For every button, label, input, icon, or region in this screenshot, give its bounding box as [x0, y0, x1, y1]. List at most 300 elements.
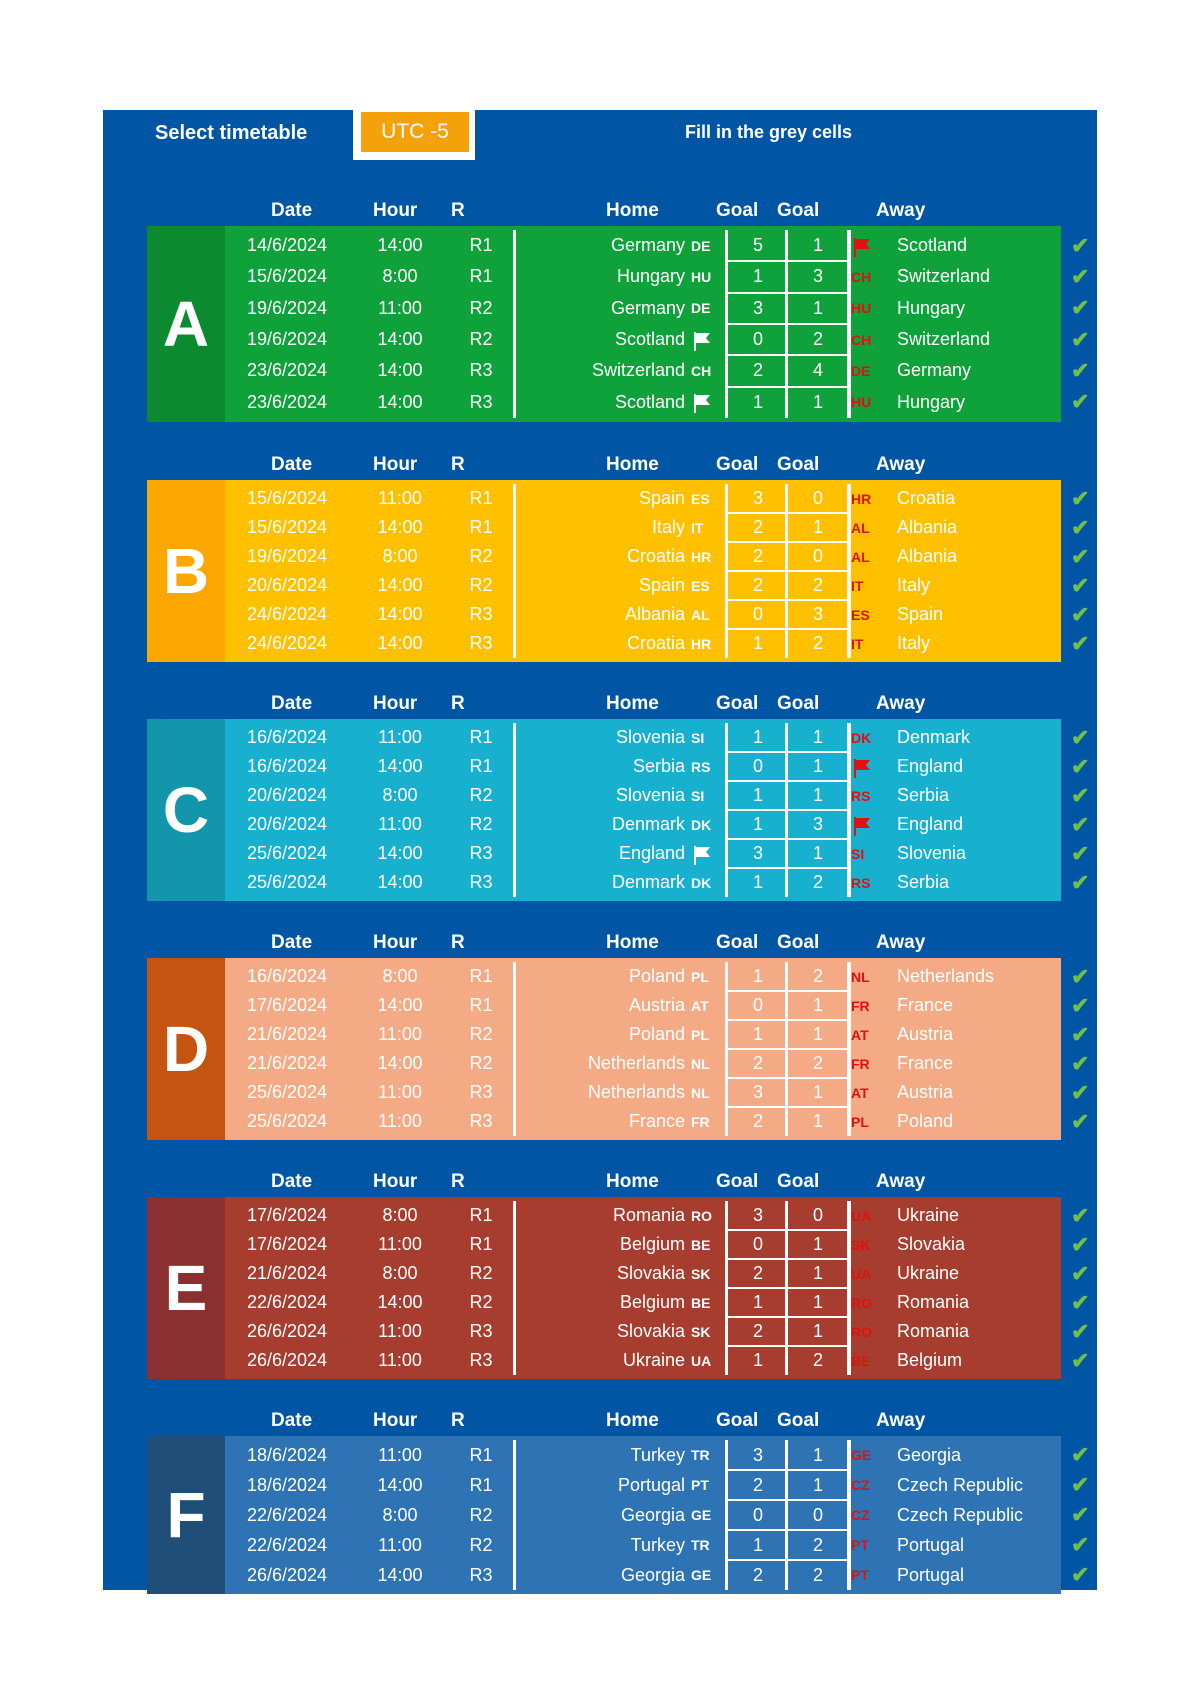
away-team: Germany	[897, 360, 972, 381]
home-team-code: HR	[691, 548, 712, 565]
col-header-date: Date	[271, 454, 313, 475]
home-team-code: UA	[691, 1352, 712, 1369]
away-goals-cell[interactable]: 1	[812, 1111, 823, 1131]
away-goals-cell[interactable]: 1	[812, 1082, 823, 1102]
away-team: Romania	[897, 1321, 970, 1341]
col-header-round: R	[451, 1171, 465, 1192]
col-header-home: Home	[606, 693, 659, 714]
match-hour: 14:00	[377, 1564, 423, 1585]
match-date: 16/6/2024	[246, 727, 328, 747]
match-date: 26/6/2024	[246, 1564, 328, 1585]
match-round: R2	[469, 1292, 493, 1312]
away-team: Portugal	[897, 1564, 965, 1585]
home-team: Georgia	[620, 1504, 685, 1525]
away-goals-cell[interactable]: 1	[812, 785, 823, 805]
away-goals-cell[interactable]: 1	[812, 1444, 823, 1465]
away-team-code: IT	[851, 577, 864, 594]
away-team: Albania	[897, 546, 958, 566]
match-round: R1	[469, 995, 493, 1015]
home-team-code: HR	[691, 635, 712, 652]
match-row	[225, 1259, 1061, 1288]
home-team: Turkey	[630, 1444, 685, 1465]
match-hour: 11:00	[378, 1234, 422, 1254]
check-icon: ✔	[1071, 1472, 1090, 1497]
away-team: Scotland	[897, 235, 968, 256]
away-team-code: RS	[851, 787, 871, 804]
home-goals-cell[interactable]: 0	[752, 756, 763, 776]
col-header-away: Away	[876, 200, 926, 221]
home-team: Spain	[638, 488, 685, 508]
away-team: Portugal	[897, 1534, 965, 1555]
match-row	[225, 542, 1061, 571]
match-hour: 11:00	[378, 1082, 422, 1102]
col-header-goal-home: Goal	[716, 454, 759, 475]
home-goals-cell[interactable]: 2	[752, 1564, 763, 1585]
check-icon: ✔	[1071, 963, 1090, 989]
match-row	[225, 810, 1061, 839]
away-goals-cell[interactable]: 0	[812, 1205, 823, 1225]
col-header-goal-away: Goal	[777, 693, 820, 714]
away-team-code: AL	[851, 519, 870, 536]
check-icon: ✔	[1071, 601, 1090, 627]
match-round: R1	[469, 266, 493, 287]
away-goals-cell[interactable]: 1	[812, 1292, 823, 1312]
home-team-code: SI	[691, 729, 705, 746]
away-goals-cell[interactable]: 1	[812, 1321, 823, 1341]
match-round: R2	[469, 575, 493, 595]
match-row	[225, 387, 1061, 418]
check-icon: ✔	[1071, 1202, 1090, 1228]
match-hour: 14:00	[377, 575, 423, 595]
away-team: Spain	[897, 604, 944, 624]
match-round: R3	[469, 1111, 493, 1131]
match-row	[225, 484, 1061, 513]
match-row	[225, 1201, 1061, 1230]
group-letter: F	[147, 1436, 225, 1594]
home-team-code: TR	[691, 1537, 710, 1553]
match-round: R3	[469, 604, 493, 624]
home-goals-cell[interactable]: 2	[752, 575, 763, 595]
away-goals-cell[interactable]: 0	[812, 1504, 823, 1525]
home-goals-cell[interactable]: 0	[752, 1234, 763, 1254]
col-header-goal-home: Goal	[716, 693, 759, 714]
timetable-sheet	[103, 110, 1097, 1590]
col-header-date: Date	[271, 693, 313, 714]
home-team-code: PT	[691, 1477, 709, 1493]
away-goals-cell[interactable]: 2	[812, 1534, 823, 1555]
home-goals-cell[interactable]: 1	[752, 814, 763, 834]
match-date: 23/6/2024	[246, 391, 328, 412]
match-round: R2	[469, 1504, 493, 1525]
match-round: R1	[469, 1205, 493, 1225]
check-icon: ✔	[1071, 1532, 1090, 1557]
home-goals-cell[interactable]: 2	[752, 1053, 763, 1073]
col-header-hour: Hour	[373, 200, 418, 221]
match-round: R1	[469, 1444, 493, 1465]
match-hour: 11:00	[378, 727, 422, 747]
home-team-code: ES	[691, 577, 710, 594]
away-team-code: AL	[851, 548, 870, 565]
home-team-code: BE	[691, 1294, 711, 1311]
home-goals-cell[interactable]: 5	[752, 235, 763, 256]
check-icon: ✔	[1071, 1021, 1090, 1047]
group-band	[147, 1197, 1061, 1379]
col-header-round: R	[451, 932, 465, 953]
away-team-code: RO	[851, 1323, 872, 1340]
match-date: 26/6/2024	[246, 1350, 328, 1370]
match-rows	[225, 723, 1061, 897]
match-round: R1	[469, 727, 493, 747]
away-goals-cell[interactable]: 1	[812, 756, 823, 776]
away-goals-cell[interactable]: 3	[812, 604, 823, 624]
home-team-code: DK	[691, 816, 712, 833]
away-goals-cell[interactable]: 2	[812, 329, 823, 350]
away-goals-cell[interactable]: 1	[812, 297, 823, 318]
match-row	[225, 629, 1061, 658]
check-icon: ✔	[1071, 1079, 1090, 1105]
away-goals-cell[interactable]: 1	[812, 843, 823, 863]
select-timetable-label: Select timetable	[155, 122, 308, 144]
home-goals-cell[interactable]: 2	[752, 546, 763, 566]
home-team-code	[691, 387, 723, 418]
match-hour: 14:00	[377, 1292, 423, 1312]
away-goals-cell[interactable]: 1	[812, 1024, 823, 1044]
home-goals-cell[interactable]: 1	[752, 1534, 763, 1555]
away-team: England	[897, 756, 964, 776]
match-round: R2	[469, 785, 493, 805]
home-team: Poland	[628, 966, 685, 986]
col-header-home: Home	[606, 1410, 659, 1431]
away-team-code: FR	[851, 997, 870, 1014]
check-icon: ✔	[1071, 1562, 1090, 1587]
match-date: 21/6/2024	[246, 1053, 328, 1073]
away-goals-cell[interactable]: 1	[812, 1234, 823, 1254]
match-row	[225, 839, 1061, 868]
home-goals-cell[interactable]: 2	[752, 1111, 763, 1131]
match-date: 25/6/2024	[246, 872, 328, 892]
col-header-goal-away: Goal	[777, 200, 820, 221]
home-goals-cell[interactable]: 3	[752, 843, 763, 863]
check-icon: ✔	[1071, 840, 1090, 866]
match-round: R3	[469, 391, 493, 412]
home-goals-cell[interactable]: 3	[752, 1444, 763, 1465]
home-team-code: PL	[691, 968, 709, 985]
away-team: Slovakia	[897, 1234, 966, 1254]
home-goals-cell[interactable]: 1	[752, 1292, 763, 1312]
match-date: 17/6/2024	[246, 1205, 328, 1225]
match-row	[225, 1560, 1061, 1590]
home-team-code	[691, 324, 723, 355]
match-hour: 14:00	[377, 604, 423, 624]
match-round: R3	[469, 1321, 493, 1341]
away-team-code: DE	[851, 362, 871, 379]
check-icon: ✔	[1071, 753, 1090, 779]
home-goals-cell[interactable]: 2	[752, 1263, 763, 1283]
away-team: Romania	[897, 1292, 970, 1312]
col-header-goal-home: Goal	[716, 1171, 759, 1192]
col-header-away: Away	[876, 454, 926, 475]
home-goals-cell[interactable]: 2	[752, 1321, 763, 1341]
red-flag-icon	[851, 236, 871, 256]
home-team: Germany	[610, 297, 685, 318]
match-hour: 11:00	[378, 1111, 422, 1131]
col-header-home: Home	[606, 932, 659, 953]
home-team-code: IT	[691, 519, 704, 536]
match-row	[225, 600, 1061, 629]
match-date: 24/6/2024	[246, 633, 328, 653]
home-team-code: GE	[691, 1567, 712, 1583]
away-goals-cell[interactable]: 1	[812, 727, 823, 747]
home-goals-cell[interactable]: 1	[752, 1024, 763, 1044]
group-letter: E	[147, 1197, 225, 1379]
away-team-code: UA	[851, 1207, 872, 1224]
match-row	[225, 293, 1061, 324]
match-hour: 8:00	[382, 1263, 418, 1283]
match-row	[225, 868, 1061, 897]
away-team-code: BE	[851, 1352, 871, 1369]
away-team-code: IT	[851, 635, 864, 652]
match-hour: 11:00	[378, 1321, 422, 1341]
away-team: Georgia	[897, 1444, 962, 1465]
home-goals-cell[interactable]: 3	[752, 1205, 763, 1225]
away-team: England	[897, 814, 964, 834]
match-date: 18/6/2024	[246, 1474, 328, 1495]
match-round: R2	[469, 546, 493, 566]
away-team: Austria	[897, 1082, 954, 1102]
away-goals-cell[interactable]: 3	[812, 814, 823, 834]
home-team: Austria	[628, 995, 685, 1015]
match-row	[225, 991, 1061, 1020]
match-round: R3	[469, 1082, 493, 1102]
home-goals-cell[interactable]: 0	[752, 329, 763, 350]
match-date: 26/6/2024	[246, 1321, 328, 1341]
away-goals-cell[interactable]: 1	[812, 995, 823, 1015]
home-goals-cell[interactable]: 1	[752, 966, 763, 986]
away-goals-cell[interactable]: 4	[812, 360, 823, 381]
away-team: Italy	[897, 575, 931, 595]
home-team: Portugal	[617, 1474, 685, 1495]
match-date: 19/6/2024	[246, 297, 328, 318]
match-hour: 14:00	[377, 1474, 423, 1495]
away-team: France	[897, 1053, 954, 1073]
match-date: 15/6/2024	[246, 488, 328, 508]
away-goals-cell[interactable]: 3	[812, 266, 823, 287]
col-header-goal-home: Goal	[716, 932, 759, 953]
home-goals-cell[interactable]: 1	[752, 391, 763, 412]
match-hour: 11:00	[378, 1534, 422, 1555]
away-goals-cell[interactable]: 2	[812, 1350, 823, 1370]
match-round: R2	[469, 1053, 493, 1073]
group-band	[147, 958, 1061, 1140]
away-team-code: HR	[851, 490, 872, 507]
away-team-code: CZ	[851, 1477, 870, 1493]
group-a	[103, 196, 1097, 426]
away-goals-cell[interactable]: 2	[812, 966, 823, 986]
match-rows	[225, 484, 1061, 658]
home-goals-cell[interactable]: 2	[752, 360, 763, 381]
away-team-code: NL	[851, 968, 870, 985]
group-band	[147, 226, 1061, 422]
match-round: R2	[469, 1263, 493, 1283]
check-icon: ✔	[1071, 992, 1090, 1018]
away-goals-cell[interactable]: 1	[812, 1474, 823, 1495]
match-row	[225, 1230, 1061, 1259]
white-flag-icon	[691, 844, 711, 864]
away-goals-cell[interactable]: 2	[812, 1564, 823, 1585]
home-goals-cell[interactable]: 1	[752, 785, 763, 805]
away-team: Hungary	[897, 297, 966, 318]
away-team-code: HU	[851, 300, 872, 317]
home-team: France	[628, 1111, 685, 1131]
match-round: R3	[469, 843, 493, 863]
away-team-code: SI	[851, 845, 865, 862]
match-hour: 8:00	[382, 785, 418, 805]
home-team-code: NL	[691, 1055, 710, 1072]
match-row	[225, 230, 1061, 261]
away-team-code: HU	[851, 394, 872, 411]
home-goals-cell[interactable]: 1	[752, 872, 763, 892]
match-row	[225, 1049, 1061, 1078]
home-goals-cell[interactable]: 2	[752, 517, 763, 537]
match-date: 16/6/2024	[246, 966, 328, 986]
home-team-code: PL	[691, 1026, 709, 1043]
home-team-code: AT	[691, 997, 709, 1014]
col-header-away: Away	[876, 1410, 926, 1431]
away-goals-cell[interactable]: 1	[812, 235, 823, 256]
away-team-code: ES	[851, 606, 870, 623]
home-team: Scotland	[614, 329, 685, 350]
away-team: Switzerland	[897, 329, 991, 350]
match-rows	[225, 1201, 1061, 1375]
col-header-goal-away: Goal	[777, 454, 820, 475]
home-team: Germany	[610, 235, 685, 256]
home-goals-cell[interactable]: 1	[752, 633, 763, 653]
home-team: Scotland	[614, 391, 685, 412]
away-team-code: PT	[851, 1567, 869, 1583]
utc-value[interactable]: UTC -5	[361, 112, 469, 152]
check-icon: ✔	[1071, 1108, 1090, 1134]
match-rows	[225, 230, 1061, 418]
home-team-code: RS	[691, 758, 711, 775]
match-date: 22/6/2024	[246, 1534, 328, 1555]
match-row	[225, 324, 1061, 355]
away-team-code: GE	[851, 1447, 872, 1463]
col-header-goal-away: Goal	[777, 932, 820, 953]
home-goals-cell[interactable]: 1	[752, 266, 763, 287]
home-team: Croatia	[626, 546, 685, 566]
away-team: Denmark	[897, 727, 971, 747]
check-icon: ✔	[1071, 485, 1090, 511]
col-header-round: R	[451, 200, 465, 221]
group-c	[103, 689, 1097, 905]
home-team-code: DK	[691, 874, 712, 891]
group-e	[103, 1167, 1097, 1383]
match-date: 17/6/2024	[246, 1234, 328, 1254]
match-row	[225, 1020, 1061, 1049]
match-date: 23/6/2024	[246, 360, 328, 381]
match-date: 25/6/2024	[246, 843, 328, 863]
match-round: R3	[469, 633, 493, 653]
away-team-code: CH	[851, 268, 872, 285]
home-goals-cell[interactable]: 3	[752, 297, 763, 318]
utc-selector[interactable]	[353, 110, 475, 160]
match-hour: 14:00	[377, 235, 423, 256]
check-icon: ✔	[1071, 572, 1090, 598]
match-hour: 11:00	[378, 297, 422, 318]
match-hour: 11:00	[378, 1350, 422, 1370]
match-date: 17/6/2024	[246, 995, 328, 1015]
away-goals-cell[interactable]: 0	[812, 488, 823, 508]
match-date: 22/6/2024	[246, 1292, 328, 1312]
group-d	[103, 928, 1097, 1144]
check-icon: ✔	[1071, 811, 1090, 837]
match-row	[225, 1470, 1061, 1500]
match-hour: 14:00	[377, 872, 423, 892]
away-goals-cell[interactable]: 2	[812, 633, 823, 653]
home-goals-cell[interactable]: 0	[752, 1504, 763, 1525]
home-goals-cell[interactable]: 1	[752, 727, 763, 747]
check-icon: ✔	[1071, 782, 1090, 808]
away-goals-cell[interactable]: 2	[812, 575, 823, 595]
home-goals-cell[interactable]: 2	[752, 1474, 763, 1495]
home-goals-cell[interactable]: 3	[752, 488, 763, 508]
match-date: 18/6/2024	[246, 1444, 328, 1465]
red-flag-icon	[851, 757, 871, 777]
home-goals-cell[interactable]: 0	[752, 604, 763, 624]
match-hour: 14:00	[377, 843, 423, 863]
match-hour: 8:00	[382, 546, 418, 566]
home-team: Belgium	[619, 1234, 685, 1254]
match-hour: 14:00	[377, 633, 423, 653]
home-team-code: CH	[691, 362, 712, 379]
away-team-code: UA	[851, 1265, 872, 1282]
match-round: R2	[469, 329, 493, 350]
col-header-hour: Hour	[373, 693, 418, 714]
home-goals-cell[interactable]: 3	[752, 1082, 763, 1102]
col-header-round: R	[451, 1410, 465, 1431]
match-row	[225, 1107, 1061, 1136]
home-goals-cell[interactable]: 0	[752, 995, 763, 1015]
col-header-goal-away: Goal	[777, 1410, 820, 1431]
match-row	[225, 1288, 1061, 1317]
away-goals-cell[interactable]: 1	[812, 391, 823, 412]
match-hour: 8:00	[382, 1504, 418, 1525]
col-header-round: R	[451, 454, 465, 475]
away-goals-cell[interactable]: 2	[812, 872, 823, 892]
white-flag-icon	[691, 392, 711, 412]
check-icon: ✔	[1071, 1289, 1090, 1315]
away-goals-cell[interactable]: 1	[812, 1263, 823, 1283]
home-team-code: ES	[691, 490, 710, 507]
match-hour: 14:00	[377, 1053, 423, 1073]
match-round: R1	[469, 756, 493, 776]
match-date: 19/6/2024	[246, 546, 328, 566]
home-team-code: BE	[691, 1236, 711, 1253]
match-hour: 8:00	[382, 966, 418, 986]
match-row	[225, 1317, 1061, 1346]
away-goals-cell[interactable]: 0	[812, 546, 823, 566]
home-team: Serbia	[632, 756, 685, 776]
match-row	[225, 355, 1061, 386]
check-icon: ✔	[1071, 724, 1090, 750]
away-goals-cell[interactable]: 2	[812, 1053, 823, 1073]
group-letter: C	[147, 719, 225, 901]
away-team: Switzerland	[897, 266, 991, 287]
home-goals-cell[interactable]: 1	[752, 1350, 763, 1370]
away-goals-cell[interactable]: 1	[812, 517, 823, 537]
check-icon: ✔	[1071, 1318, 1090, 1344]
col-header-away: Away	[876, 1171, 926, 1192]
